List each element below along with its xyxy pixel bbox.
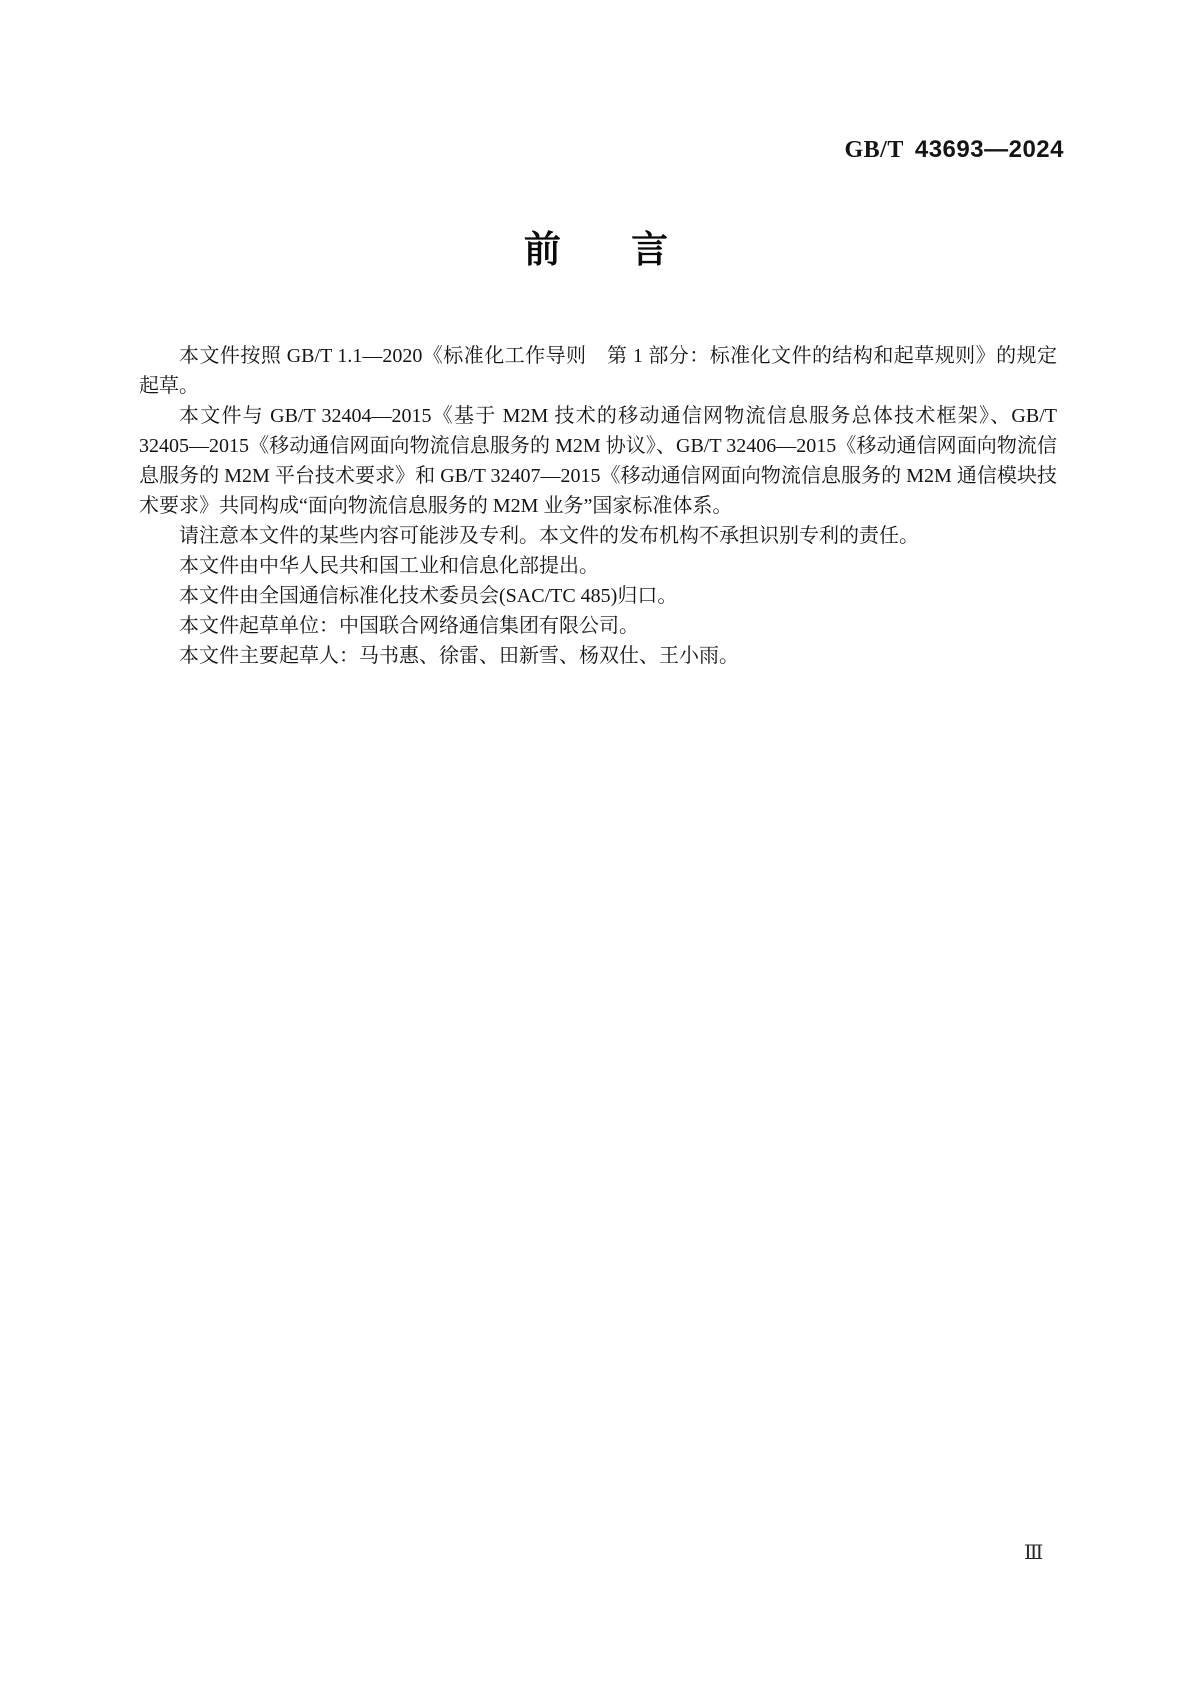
page-number: Ⅲ	[1024, 1542, 1044, 1564]
paragraph-patent-notice: 请注意本文件的某些内容可能涉及专利。本文件的发布机构不承担识别专利的责任。	[179, 525, 919, 547]
standard-code	[845, 136, 1065, 164]
page-title: 前 言	[523, 229, 685, 270]
paragraph-drafting-organization: 本文件起草单位：中国联合网络通信集团有限公司。	[179, 615, 639, 637]
paragraph-drafting-rules: 本文件按照 GB/T 1.1—2020《标准化工作导则 第 1 部分：标准化文件的结构和起草规则》的规定起草。	[139, 345, 1057, 397]
standard-code-prefix: GB/T	[844, 137, 904, 163]
paragraph-main-drafters: 本文件主要起草人：马书惠、徐雷、田新雪、杨双仕、王小雨。	[179, 645, 739, 667]
paragraph-proposed-by: 本文件由中华人民共和国工业和信息化部提出。	[179, 555, 599, 577]
standard-code-number: 43693—2024	[914, 136, 1064, 163]
foreword-body	[139, 341, 1057, 671]
paragraph-centralized-by: 本文件由全国通信标准化技术委员会(SAC/TC 485)归口。	[179, 585, 678, 607]
paragraph-standard-system: 本文件与 GB/T 32404—2015《基于 M2M 技术的移动通信网物流信息服务总体技术框架》、GB/T 32405—2015《移动通信网面向物流信息服务的 M2M 协议》、GB/T 32406—2015《移动通信网面向物流信息服务的 M2M 平台技术要求》和 GB/T 32407—2015《移动通信网面向物流信息服务的 M2M 通信模块技术要求》共同构成“面向物流信息服务的 M2M 业务”国家标准体系。	[139, 405, 1057, 517]
